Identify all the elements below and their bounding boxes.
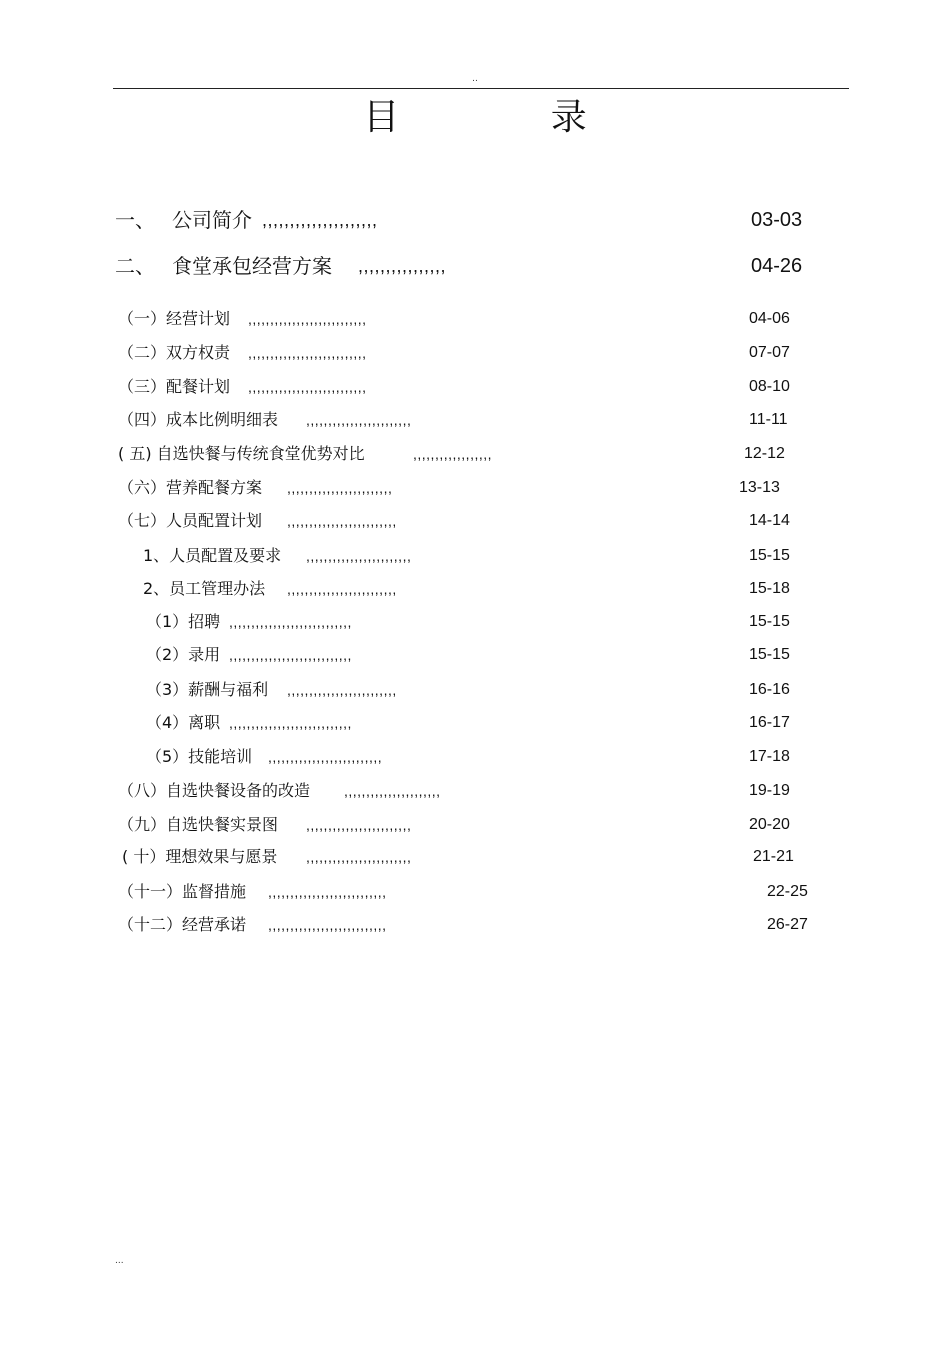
toc-entry-16[interactable] xyxy=(0,745,950,769)
toc-entry-19[interactable] xyxy=(0,845,950,869)
toc-number: 二、 xyxy=(115,254,155,278)
toc-page: 15-15 xyxy=(749,547,790,564)
toc-page: 17-18 xyxy=(749,748,790,765)
toc-title: （2）录用 xyxy=(146,645,221,664)
toc-leader: ,,,,,,,,,,,,,,,,,,,,,, xyxy=(344,783,441,799)
toc-leader: ,,,,,,,,,,,,,,,,,,,,,,,,,,, xyxy=(248,345,367,361)
toc-entry-12[interactable] xyxy=(0,610,950,634)
toc-title: （十一）监督措施 xyxy=(118,882,247,901)
toc-leader: ,,,,,,,,,,,,,,,,,,,,,,,,, xyxy=(287,581,397,597)
toc-title: （十二）经营承诺 xyxy=(118,915,247,934)
toc-page: 16-17 xyxy=(749,714,790,731)
toc-leader: ,,,,,,,,,,,,,,,,,,,,,,,,,,,, xyxy=(229,614,352,630)
page-title: 目 录 xyxy=(363,97,657,138)
toc-page: 08-10 xyxy=(749,378,790,395)
toc-entry-4[interactable] xyxy=(0,341,950,365)
toc-title: 2、员工管理办法 xyxy=(143,579,266,598)
toc-title: （3）薪酬与福利 xyxy=(146,680,269,699)
footer-mark: ... xyxy=(115,1256,124,1266)
toc-title: （九）自选快餐实景图 xyxy=(118,815,279,834)
toc-leader: ,,,,,,,,,,,,,,,,,,,,,,,, xyxy=(306,412,412,428)
toc-leader: ,,,,,,,,,,,,,,,, xyxy=(358,256,447,276)
toc-page: 13-13 xyxy=(739,479,780,496)
toc-title: 食堂承包经营方案 xyxy=(172,254,332,278)
header-mark: .. xyxy=(472,74,478,84)
toc-title: ( 五) 自选快餐与传统食堂优势对比 xyxy=(118,444,365,463)
toc-title: （二）双方权责 xyxy=(118,343,231,362)
toc-page: 19-19 xyxy=(749,782,790,799)
toc-entry-15[interactable] xyxy=(0,711,950,735)
toc-entry-18[interactable] xyxy=(0,813,950,837)
toc-leader: ,,,,,,,,,,,,,,,,,,,,,,,, xyxy=(306,548,412,564)
toc-leader: ,,,,,,,,,,,,,,,,,,,,,,,,, xyxy=(287,513,397,529)
toc-leader: ,,,,,,,,,,,,,,,,,,,,,,,,,,,, xyxy=(229,647,352,663)
toc-number: 一、 xyxy=(115,208,155,232)
toc-entry-17[interactable] xyxy=(0,779,950,803)
toc-entry-10[interactable] xyxy=(0,544,950,568)
toc-entry-1[interactable] xyxy=(0,208,950,232)
toc-entry-2[interactable] xyxy=(0,254,950,278)
toc-leader: ,,,,,,,,,,,,,,,,,,,,,,,,, xyxy=(287,682,397,698)
toc-title: （六）营养配餐方案 xyxy=(118,478,263,497)
toc-entry-7[interactable] xyxy=(0,442,950,466)
toc-leader: ,,,,,,,,,,,,,,,,,,,,,,,,,,, xyxy=(268,917,387,933)
toc-title: （5）技能培训 xyxy=(146,747,253,766)
toc-entry-13[interactable] xyxy=(0,643,950,667)
toc-page: 04-06 xyxy=(749,310,790,327)
toc-leader: ,,,,,,,,,,,,,,,,,,,,,,,, xyxy=(306,817,412,833)
toc-entry-21[interactable] xyxy=(0,913,950,937)
toc-leader: ,,,,,,,,,,,,,,,,,,,,,,,,,,, xyxy=(248,311,367,327)
toc-title: （八）自选快餐设备的改造 xyxy=(118,781,311,800)
toc-entry-3[interactable] xyxy=(0,307,950,331)
toc-leader: ,,,,,,,,,,,,,,,,,,,,,,,, xyxy=(287,480,393,496)
toc-entry-5[interactable] xyxy=(0,375,950,399)
toc-entry-14[interactable] xyxy=(0,678,950,702)
toc-page: 20-20 xyxy=(749,816,790,833)
toc-title: （4）离职 xyxy=(146,713,221,732)
toc-page: 12-12 xyxy=(744,445,785,462)
toc-page: 21-21 xyxy=(753,848,794,865)
toc-leader: ,,,,,,,,,,,,,,,,,, xyxy=(413,446,493,462)
toc-leader: ,,,,,,,,,,,,,,,,,,,,,,,,,,, xyxy=(268,884,387,900)
toc-leader: ,,,,,,,,,,,,,,,,,,,,,,,, xyxy=(306,849,412,865)
toc-leader: ,,,,,,,,,,,,,,,,,,,,,,,,,,,, xyxy=(229,715,352,731)
toc-page: 22-25 xyxy=(767,883,808,900)
toc-page: 16-16 xyxy=(749,681,790,698)
header-rule xyxy=(113,88,849,89)
toc-page: 07-07 xyxy=(749,344,790,361)
toc-leader: ,,,,,,,,,,,,,,,,,,,,,,,,,, xyxy=(268,749,383,765)
toc-title: （四）成本比例明细表 xyxy=(118,410,279,429)
toc-page: 14-14 xyxy=(749,512,790,529)
toc-entry-9[interactable] xyxy=(0,509,950,533)
toc-leader: ,,,,,,,,,,,,,,,,,,,,,,,,,,, xyxy=(248,379,367,395)
toc-entry-11[interactable] xyxy=(0,577,950,601)
toc-leader: ,,,,,,,,,,,,,,,,,,,,, xyxy=(262,210,378,230)
toc-title: （一）经营计划 xyxy=(118,309,231,328)
toc-title: 公司简介 xyxy=(172,208,252,232)
toc-title: ( 十）理想效果与愿景 xyxy=(122,847,278,866)
toc-page: 04-26 xyxy=(751,255,803,277)
toc-page: 15-15 xyxy=(749,646,790,663)
toc-page: 26-27 xyxy=(767,916,808,933)
toc-entry-6[interactable] xyxy=(0,408,950,432)
toc-page: 11-11 xyxy=(749,411,788,428)
toc-page: 15-15 xyxy=(749,613,790,630)
toc-title: 1、人员配置及要求 xyxy=(143,546,282,565)
toc-entry-8[interactable] xyxy=(0,476,950,500)
toc-title: （三）配餐计划 xyxy=(118,377,231,396)
toc-title: （1）招聘 xyxy=(146,612,221,631)
toc-title: （七）人员配置计划 xyxy=(118,511,263,530)
toc-entry-20[interactable] xyxy=(0,880,950,904)
toc-page: 15-18 xyxy=(749,580,790,597)
toc-page: 03-03 xyxy=(751,209,803,231)
